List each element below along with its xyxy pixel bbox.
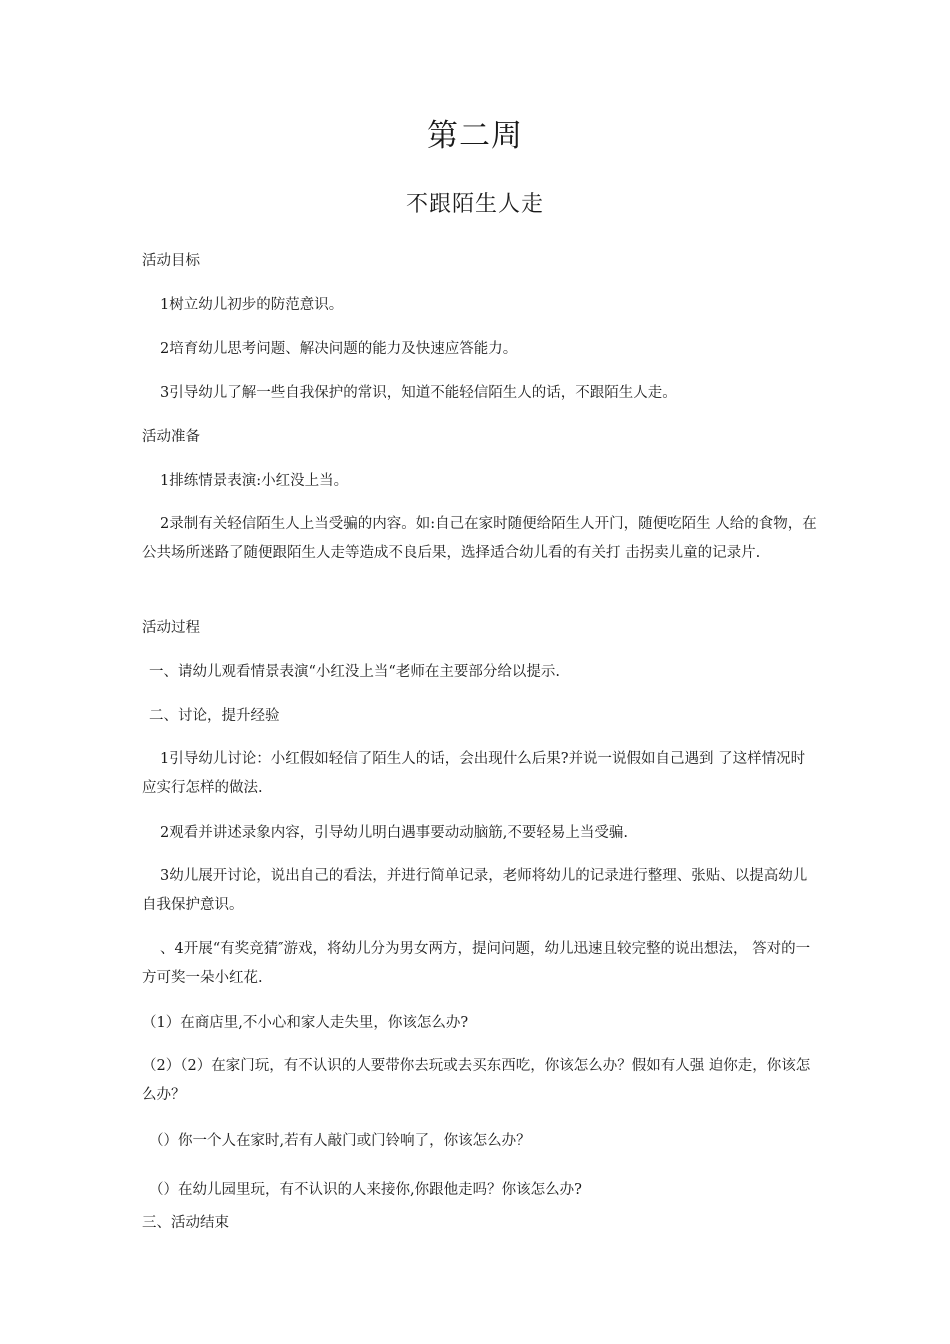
question-2: （2）（2）在家门玩，有不认识的人要带你去玩或去买东西吃，你该怎么办？假如有人强 迫你走，你该怎么办？ <box>142 1058 811 1103</box>
process-step-1: 一、请幼儿观看情景表演“小红没上当“老师在主要部分给以提示. <box>149 664 560 680</box>
goal-item-2: 2培育幼儿思考问题、解决问题的能力及快速应答能力。 <box>160 341 518 357</box>
page-title: 第二周 <box>427 118 523 154</box>
discuss-item-2: 2观看并讲述录象内容，引导幼儿明白遇事要动动脑筋,不要轻易上当受骗. <box>160 825 628 841</box>
process-step-2: 二、讨论，提升经验 <box>149 708 280 724</box>
goal-item-3: 3引导幼儿了解一些自我保护的常识，知道不能轻信陌生人的话，不跟陌生人走。 <box>160 385 677 401</box>
goal-heading: 活动目标 <box>142 253 200 269</box>
discuss-item-1: 1引导幼儿讨论：小红假如轻信了陌生人的话，会出现什么后果?并说一说假如自己遇到 了这样情况时应实行怎样的做法. <box>142 751 806 796</box>
discuss-item-4: 、4开展“有奖竞猜″游戏，将幼儿分为男女两方，提问问题，幼儿迅速且较完整的说出想法， 答对的一方可奖一朵小红花. <box>142 941 811 986</box>
question-1: （1）在商店里,不小心和家人走失里，你该怎么办? <box>142 1015 469 1031</box>
prep-item-1: 1排练情景表演:小红没上当。 <box>160 473 349 489</box>
question-3: （）你一个人在家时,若有人敲门或门铃响了，你该怎么办？ <box>149 1133 531 1149</box>
question-4: （）在幼儿园里玩，有不认识的人来接你,你跟他走吗？你该怎么办? <box>149 1182 582 1198</box>
goal-item-1: 1树立幼儿初步的防范意识。 <box>160 297 344 313</box>
prep-item-2: 2录制有关轻信陌生人上当受骗的内容。如:自己在家时随便给陌生人开门，随便吃陌生 人给的食物，在公共场所迷路了随便跟陌生人走等造成不良后果，选择适合幼儿看的有关打 击拐卖儿童的记录片. <box>142 516 817 561</box>
end-heading: 三、活动结束 <box>142 1215 229 1231</box>
process-heading: 活动过程 <box>142 620 200 636</box>
page-subtitle: 不跟陌生人走 <box>405 192 544 217</box>
discuss-item-3: 3幼儿展开讨论，说出自己的看法，并进行简单记录，老师将幼儿的记录进行整理、张贴、以提高幼儿自我保护意识。 <box>142 868 808 913</box>
prep-heading: 活动准备 <box>142 429 200 445</box>
